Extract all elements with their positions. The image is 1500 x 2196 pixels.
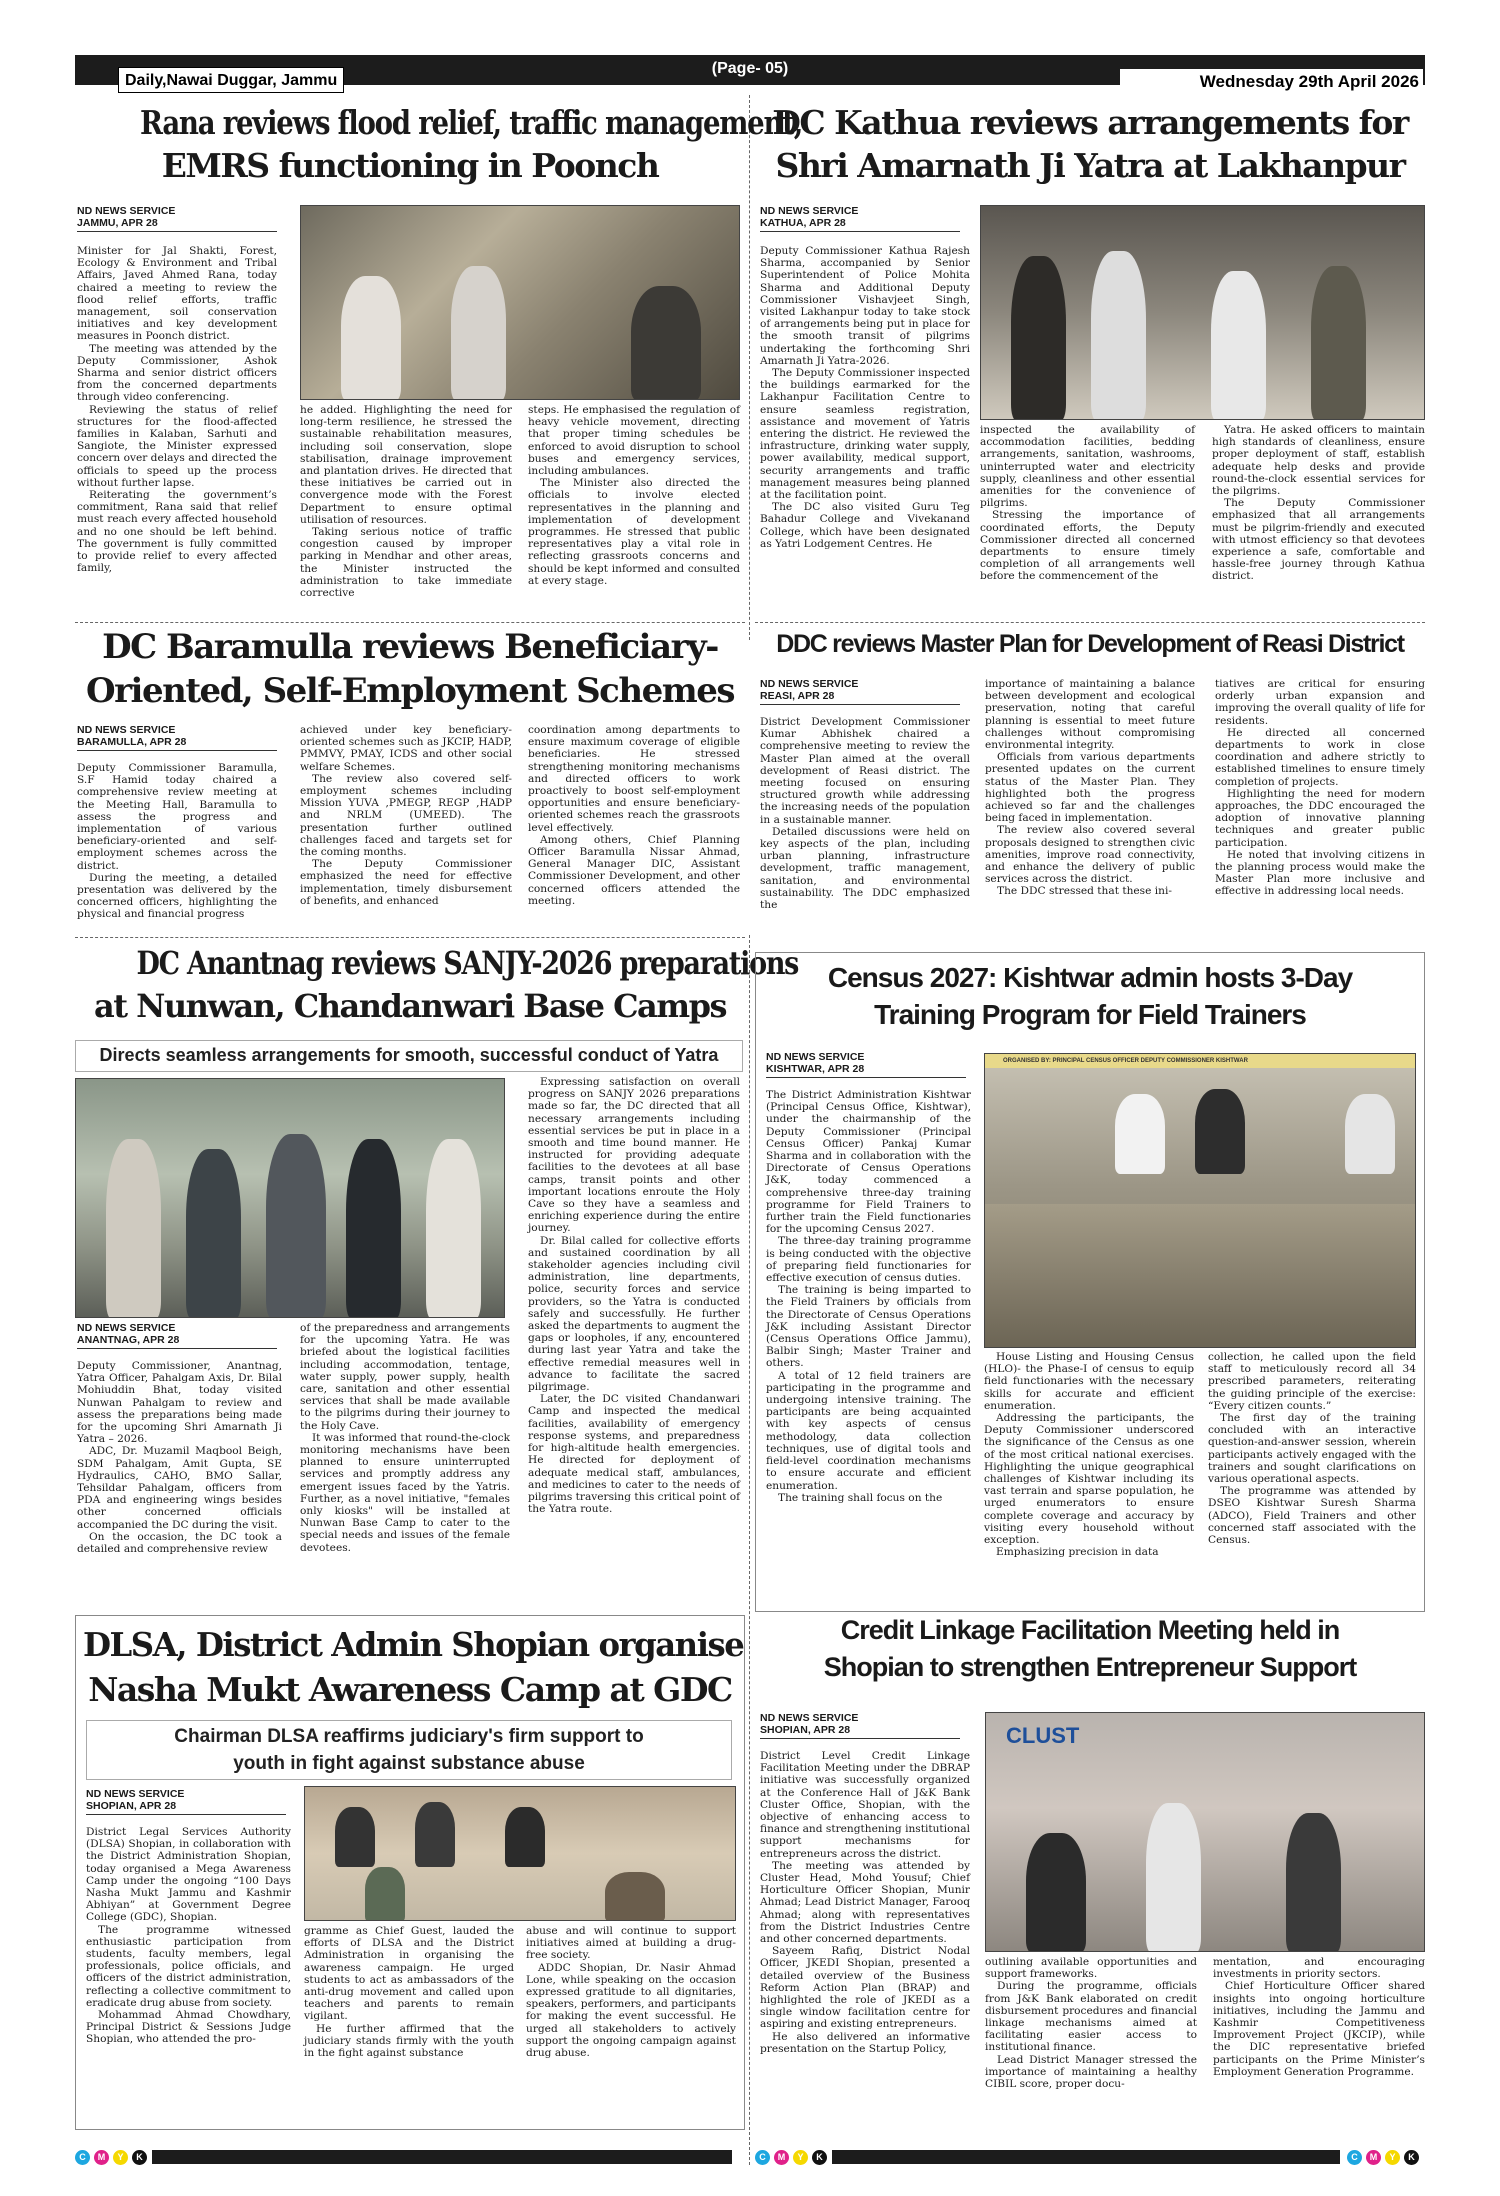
headline-kishtwar-2: Training Program for Field Trainers <box>874 999 1306 1030</box>
paragraph: He also delivered an informative presentation on the Startup Policy, <box>760 2030 970 2055</box>
cmyk-dot-magenta: M <box>1366 2150 1381 2165</box>
paragraph: he added. Highlighting the need for long-term resilience, he stressed the sustainable rehabilitation measures, including soil conservation, slope stabilisation, drainage improvement and plantation drives. He directed that these initiatives be carried out in convergence mode with the Forest Department to ensure optimal utilisation of resources. <box>300 404 512 526</box>
cmyk-dot-yellow: Y <box>1385 2150 1400 2165</box>
paragraph: District Level Credit Linkage Facilitation Meeting under the DBRAP initiative was successfully organized at the Conference Hall of J&K Bank Cluster Office, Shopian, with the objective of enhancing access to finance and strengthening institutional support mechanisms for entrepreneurs across the district. <box>760 1750 970 1860</box>
paragraph: Dr. Bilal called for collective efforts and sustained coordination by all stakeholder agencies including civil administration, line departments, police, security forces and service providers, so the Yatra is conducted safely and successfully. He further asked the departments to augment the gaps or loopholes, if any, encountered during last year Yatra and take the effective remedial measures well in advance to facilitate the sacred pilgrimage. <box>528 1234 740 1394</box>
article-column <box>1208 1351 1416 1546</box>
paragraph: outlining available opportunities and support frameworks. <box>985 1956 1197 1981</box>
paragraph: District Development Commissioner Kumar Abhishek chaired a comprehensive meeting to review the Master Plan aimed at the overall development of Reasi district. The meeting focused on ensuring structured growth while addressing the increasing needs of the population in a sustainable manner. <box>760 716 970 826</box>
paragraph: The DDC stressed that these ini- <box>997 885 1172 898</box>
page-number: (Page- 05) <box>711 60 789 77</box>
subheadline-anantnag: Directs seamless arrangements for smooth, successful conduct of Yatra <box>75 1040 743 1072</box>
paragraph: gramme as Chief Guest, lauded the efforts of DLSA and the District Administration in organising the awareness campaign. He urged students to act as ambassadors of the anti-drug movement and called upon teachers and parents to remain vigilant. <box>304 1925 514 2023</box>
paragraph: District Legal Services Authority (DLSA) Shopian, in collaboration with the District Administration Shopian, today organised a Mega Awareness Camp under the ongoing “100 Days Nasha Mukt Jammu and Kashmir Abhiyan” at Government Degree College (GDC), Shopian. <box>86 1826 291 1924</box>
article-column <box>1212 424 1425 583</box>
news-service: ND NEWS SERVICE <box>760 678 859 690</box>
paragraph: A total of 12 field trainers are participating in the programme and undergoing intensive training. The participants are being acquainted with key aspects of census methodology, data collection techniques, use of digital tools and field-level coordination mechanisms to ensure accurate and efficient enumeration. <box>766 1369 971 1492</box>
article-column <box>528 404 740 587</box>
headline-anantnag-2: at Nunwan, Chandanwari Base Camps <box>93 987 727 1025</box>
column-divider <box>749 95 750 640</box>
cmyk-dot-magenta: M <box>94 2150 109 2165</box>
article-column <box>526 1925 736 2059</box>
paragraph: During the programme, officials from J&K Bank elaborated on credit disbursement procedures and financial linkage mechanisms aimed at facilitating easier access to institutional finance. <box>985 1980 1197 2054</box>
paragraph: The training is being imparted to the Field Trainers by officials from the Directorate of Census Operations J&K including Assistant Director (Census Operations Office Jammu), Balbir Singh; Master Trainer and others. <box>766 1284 971 1370</box>
article-column <box>760 716 970 911</box>
paragraph: The Deputy Commissioner emphasized that all arrangements must be pilgrim-friendly and executed with utmost efficiency so that devotees experience a safe, comfortable and hassle-free journey through Kathua district. <box>1212 497 1425 583</box>
article-column <box>300 1322 510 1554</box>
paragraph: The meeting was attended by the Deputy Commissioner, Ashok Sharma and senior district officers from the concerned departments through video conferencing. <box>77 342 277 404</box>
paragraph: Later, the DC visited Chandanwari Camp and inspected the medical facilities, availability of emergency response systems, and preparedness for high-altitude health emergencies. He directed for deployment of adequate medical staff, ambulances, and medicines to cater to the needs of pilgrims traversing this critical point of the Yatra route. <box>528 1393 740 1516</box>
article-column <box>984 1351 1194 1558</box>
cmyk-dot-black: K <box>812 2150 827 2165</box>
cmyk-registration-left <box>75 2150 147 2165</box>
paragraph: House Listing and Housing Census (HLO)- the Phase-I of census to equip field functionaries with the necessary skills for accurate and efficient enumeration. <box>984 1351 1194 1412</box>
paragraph: Taking serious notice of traffic congestion caused by improper parking in Mendhar and other areas, the Minister instructed the administration to take immediate corrective <box>300 526 512 600</box>
headline-credit-1: Credit Linkage Facilitation Meeting held in <box>840 1615 1340 1645</box>
footer-bar <box>832 2150 1340 2164</box>
headline-rana-1: Rana reviews flood relief, traffic management, <box>140 103 803 142</box>
paragraph: He noted that involving citizens in the planning process would make the Master Plan more inclusive and effective in addressing local needs. <box>1215 848 1425 898</box>
paragraph: Emphasizing precision in data <box>996 1546 1159 1559</box>
article-column <box>77 762 277 921</box>
paragraph: He directed all concerned departments to work in close coordination and adhere strictly to established timelines to ensure timely completion of projects. <box>1215 726 1425 788</box>
paragraph: ADC, Dr. Muzamil Maqbool Beigh, SDM Pahalgam, Amit Gupta, SE Hydraulics, CAHO, BMO Sallar, Tehsildar Pahalgam, officers from PDA and engineering wings besides other concerned officials accompanied the DC during the visit. <box>77 1445 282 1531</box>
headline-anantnag-1: DC Anantnag reviews SANJY-2026 preparations <box>136 944 799 982</box>
paragraph: Detailed discussions were held on key aspects of the plan, including urban planning, infrastructure development, traffic management, sanitation, and environmental sustainability. The DDC emphasized the <box>760 825 970 912</box>
photo-meeting <box>300 205 740 400</box>
paragraph: Sayeem Rafiq, District Nodal Officer, JKEDI Shopian, presented a detailed overview of the Business Reform Action Plan (BRAP) and highlighted the role of JKEDI as a single window facilitation centre for aspiring and existing entrepreneurs. <box>760 1945 970 2031</box>
section-divider <box>75 937 745 938</box>
headline-kishtwar-1: Census 2027: Kishtwar admin hosts 3-Day <box>827 962 1353 993</box>
byline <box>77 724 277 751</box>
cmyk-dot-black: K <box>1404 2150 1419 2165</box>
cmyk-dot-yellow: Y <box>793 2150 808 2165</box>
cmyk-dot-yellow: Y <box>113 2150 128 2165</box>
cmyk-dot-magenta: M <box>774 2150 789 2165</box>
paragraph: Reviewing the status of relief structures for the flood-affected families in Kalaban, Sarhuti and Sangiote, the Minister expressed concern over delays and directed the officials to speed up the process without further lapse. <box>77 403 277 489</box>
cmyk-registration-center <box>755 2150 827 2165</box>
headline-baramulla-1: DC Baramulla reviews Beneficiary- <box>102 627 718 667</box>
paragraph: Addressing the participants, the Deputy Commissioner underscored the significance of the Census as one of the most critical national exercises. Highlighting the unique geographical challenges of Kishtwar including its vast terrain and sparse population, he urged enumerators to ensure complete coverage and accuracy by visiting every household without exception. <box>984 1412 1194 1547</box>
paragraph: Highlighting the need for modern approaches, the DDC encouraged the adoption of innovative planning techniques and greater public participation. <box>1215 787 1425 849</box>
headline-baramulla-2: Oriented, Self-Employment Schemes <box>86 671 734 711</box>
paragraph: Deputy Commissioner Kathua Rajesh Sharma, accompanied by Senior Superintendent of Police Mohita Sharma and Additional Deputy Commissioner Vishavjeet Singh, visited Lakhanpur today to take stock of arrangements being put in place for the smooth transit of pilgrims undertaking the forthcoming Shri Amarnath Ji Yatra-2026. <box>760 245 970 367</box>
headline-credit-2: Shopian to strengthen Entrepreneur Support <box>823 1652 1357 1682</box>
cmyk-dot-cyan: C <box>75 2150 90 2165</box>
article-column <box>86 1826 291 2046</box>
headline-reasi: DDC reviews Master Plan for Development of Reasi District <box>776 630 1404 658</box>
article-column <box>77 1360 282 1555</box>
paragraph: inspected the availability of accommodation facilities, bedding arrangements, sanitation, washrooms, uninterrupted water and electricity supply, cleanliness and other essential amenities for the convenience of pilgrims. <box>980 424 1195 510</box>
news-service: ND NEWS SERVICE <box>86 1788 185 1800</box>
cmyk-registration-right <box>1347 2150 1419 2165</box>
byline <box>760 1712 960 1739</box>
photo-inspection <box>980 205 1425 420</box>
paragraph: The meeting was attended by Cluster Head, Mohd Yousuf; Chief Horticulture Officer Shopian, Munir Ahmad; Lead District Manager, Farooq Ahmad; along with representatives from the District Industries Centre and other concerned departments. <box>760 1859 970 1946</box>
news-service: ND NEWS SERVICE <box>766 1051 865 1063</box>
photo-awareness-camp <box>304 1786 736 1921</box>
dateline: KATHUA, APR 28 <box>760 217 846 229</box>
article-column <box>304 1925 514 2059</box>
paragraph: Stressing the importance of coordinated efforts, the Deputy Commissioner directed all concerned departments to ensure timely completion of all arrangements well before the commencement of the <box>980 509 1195 583</box>
article-kishtwar <box>755 952 1425 1612</box>
photo-training <box>984 1053 1416 1348</box>
paragraph: Deputy Commissioner Baramulla, S.F Hamid today chaired a comprehensive review meeting at the Meeting Hall, Baramulla to assess the progress and implementation of various beneficiary-oriented and self-employment schemes across the district. <box>77 762 277 872</box>
paragraph: steps. He emphasised the regulation of heavy vehicle movement, directing that proper timing schedules be enforced to avoid disruption to school buses and emergency services, including ambulances. <box>528 404 740 478</box>
paragraph: Among others, Chief Planning Officer Baramulla Nissar Ahmad, General Manager DIC, Assistant Commissioner Development, and other concerned officers attended the meeting. <box>528 833 740 907</box>
news-service: ND NEWS SERVICE <box>760 205 859 217</box>
news-service: ND NEWS SERVICE <box>77 1322 176 1334</box>
paragraph: tiatives are critical for ensuring orderly urban expansion and improving the overall quality of life for residents. <box>1215 678 1425 727</box>
paragraph: During the meeting, a detailed presentation was delivered by the concerned officers, highlighting the physical and financial progress <box>77 871 277 921</box>
dateline: JAMMU, APR 28 <box>77 217 158 229</box>
paragraph: The training shall focus on the <box>778 1491 943 1504</box>
section-divider <box>75 622 745 623</box>
article-column <box>760 245 970 550</box>
dateline: ANANTNAG, APR 28 <box>77 1334 180 1346</box>
paragraph: The District Administration Kishtwar (Principal Census Office, Kishtwar), under the chairmanship of the Deputy Commissioner (Principal Census Officer) Pankaj Kumar Sharma and in collaboration with the Directorate of Census Operations J&K, today commenced a comprehensive three-day training programme for Field Trainers to further train the Field functionaries for the upcoming Census 2027. <box>766 1089 971 1236</box>
article-dlsa <box>75 1615 745 2130</box>
paragraph: Expressing satisfaction on overall progress on SANJY 2026 preparations made so far, the DC directed that all necessary arrangements including essential services be put in place in a smooth and time bound manner. He instructed for providing adequate facilities to the devotees at all base camps, transit points and other important locations enroute the Holy Cave so they have a seamless and enriching experience during the entire journey. <box>528 1076 740 1235</box>
paragraph: The programme was attended by DSEO Kishtwar Suresh Sharma (ADCO), Field Trainers and other concerned staff associated with the Census. <box>1208 1485 1416 1547</box>
byline <box>766 1051 966 1078</box>
paragraph: abuse and will continue to support initiatives aimed at building a drug-free society. <box>526 1925 736 1962</box>
paragraph: ADDC Shopian, Dr. Nasir Ahmad Lone, while speaking on the occasion expressed gratitude to all dignitaries, speakers, performers, and participants for making the event successful. He urged all stakeholders to actively support the ongoing campaign against drug abuse. <box>526 1961 736 2060</box>
paragraph: The review also covered several proposals designed to strengthen civic amenities, improve road connectivity, and enhance the delivery of public services across the district. <box>985 824 1195 886</box>
article-column <box>528 1076 740 1515</box>
headline-dlsa-1: DLSA, District Admin Shopian organise <box>83 1625 744 1664</box>
article-column <box>985 678 1195 898</box>
byline <box>760 678 960 705</box>
headline-dlsa-2: Nasha Mukt Awareness Camp at GDC <box>88 1670 732 1709</box>
paragraph: The programme witnessed enthusiastic participation from students, faculty members, legal professionals, police officials, and officers of the district administration, reflecting a collective commitment to eradicate drug abuse from society. <box>86 1923 291 2009</box>
column-divider <box>749 935 750 2165</box>
section-divider <box>755 622 1425 623</box>
article-column <box>980 424 1195 583</box>
paragraph: of the preparedness and arrangements for the upcoming Yatra. He was briefed about the logistical facilities including accommodation, tentage, water supply, power supply, health care, sanitation and other essential services that shall be made available to the pilgrims during their journey to the Holy Cave. <box>300 1322 510 1432</box>
byline <box>77 1322 277 1349</box>
paragraph: On the occasion, the DC took a detailed and comprehensive review <box>77 1530 282 1556</box>
headline-kathua-2: Shri Amarnath Ji Yatra at Lakhanpur <box>775 146 1405 185</box>
dateline: KISHTWAR, APR 28 <box>766 1063 865 1075</box>
paragraph: The Deputy Commissioner inspected the buildings earmarked for the Lakhanpur Facilitation Centre to ensure seamless registration, assistance and movement of Yatris entering the district. He reviewed the infrastructure, drinking water supply, power availability, medical support, security arrangements and traffic management measures being planned at the facilitation point. <box>760 367 970 502</box>
photo-visit <box>75 1078 505 1318</box>
paragraph: Yatra. He asked officers to maintain high standards of cleanliness, ensure proper deployment of staff, establish adequate help desks and provide round-the-clock essential services for the pilgrims. <box>1212 424 1425 498</box>
dateline: SHOPIAN, APR 28 <box>760 1724 851 1736</box>
publication-name: Daily,Nawai Duggar, Jammu <box>118 67 344 93</box>
paragraph: The Minister also directed the officials to involve elected representatives in the planning and implementation of development programmes. He stressed that public representatives play a vital role in reflecting grassroots concerns and should be kept informed and consulted at every stage. <box>528 477 740 587</box>
byline <box>77 205 277 232</box>
paragraph: Officials from various departments presented updates on the current status of the Master Plan. They highlighted both the progress achieved so far and the challenges being faced in implementation. <box>985 751 1195 825</box>
footer-bar <box>152 2150 732 2164</box>
paragraph: Chief Horticulture Officer shared insights into ongoing horticulture initiatives, including the Jammu and Kashmir Competitiveness Improvement Project (JKCIP), while the DIC representative briefed participants on the Prime Minister’s Employment Generation Programme. <box>1213 1980 1425 2078</box>
paragraph: The first day of the training concluded with an interactive question-and-answer session, wherein participants actively engaged with the trainers and sought clarifications on various operational aspects. <box>1208 1412 1416 1486</box>
paragraph: Lead District Manager stressed the importance of maintaining a healthy CIBIL score, proper docu- <box>985 2053 1197 2091</box>
article-column <box>760 1750 970 2055</box>
paragraph: The review also covered self-employment schemes including Mission YUVA ,PMEGP, REGP ,HADP and NRLM (UMEED). The presentation further outlined challenges faced and targets set for the coming months. <box>300 772 512 859</box>
paragraph: The DC also visited Guru Teg Bahadur College and Vivekanand College, which have been designated as Yatri Lodgement Centres. He <box>760 501 970 550</box>
headline-kathua-1: DC Kathua reviews arrangements for <box>772 103 1408 142</box>
photo-credit-meeting <box>985 1712 1425 1952</box>
article-column <box>1215 678 1425 898</box>
dateline: SHOPIAN, APR 28 <box>86 1800 177 1812</box>
headline-rana-2: EMRS functioning in Poonch <box>161 146 659 185</box>
article-column <box>528 724 740 907</box>
article-column <box>766 1089 971 1504</box>
article-column <box>985 1956 1197 2090</box>
paragraph: mentation, and encouraging investments in priority sectors. <box>1213 1956 1425 1981</box>
cmyk-dot-cyan: C <box>755 2150 770 2165</box>
paragraph: achieved under key beneficiary-oriented schemes such as JKCIP, HADP, PMMVY, PMAY, ICDS and other social welfare Schemes. <box>300 724 512 773</box>
news-service: ND NEWS SERVICE <box>77 205 176 217</box>
paragraph: It was informed that round-the-clock monitoring mechanisms have been planned to ensure uninterrupted services and promptly address any emergent issues faced by the Yatris. Further, as a novel initiative, "females only kiosks" will be installed at Nunwan Base Camp to cater to the special needs and issues of the female devotees. <box>300 1431 510 1554</box>
issue-date: Wednesday 29th April 2026 <box>1120 69 1423 95</box>
photo-sign: CLUST <box>1006 1723 1080 1748</box>
article-column <box>300 724 512 907</box>
news-service: ND NEWS SERVICE <box>77 724 176 736</box>
cmyk-dot-black: K <box>132 2150 147 2165</box>
article-column <box>1213 1956 1425 2078</box>
paragraph: He further affirmed that the judiciary stands firmly with the youth in the fight against substance <box>304 2022 514 2060</box>
byline <box>86 1788 286 1815</box>
cmyk-dot-cyan: C <box>1347 2150 1362 2165</box>
paragraph: Minister for Jal Shakti, Forest, Ecology & Environment and Tribal Affairs, Javed Ahmed Rana, today chaired a meeting to review the flood relief efforts, traffic management, soil conservation initiatives and key development measures in Poonch district. <box>77 245 277 343</box>
paragraph: Deputy Commissioner, Anantnag, Yatra Officer, Pahalgam Axis, Dr. Bilal Mohiuddin Bhat, today visited Nunwan Pahalgam to review and assess the preparations being made for the upcoming Shri Amarnath Ji Yatra – 2026. <box>77 1360 282 1446</box>
article-column <box>300 404 512 599</box>
paragraph: The Deputy Commissioner emphasized the need for effective implementation, timely disbursement of benefits, and enhanced <box>300 858 512 907</box>
paragraph: Mohammad Ahmad Chowdhary, Principal District & Sessions Judge Shopian, who attended the pro- <box>86 2009 291 2046</box>
paragraph: coordination among departments to ensure maximum coverage of eligible beneficiaries. He stressed strengthening monitoring mechanisms and directed officers to work proactively to boost self-employment opportunities and ensure beneficiary-oriented schemes reach the grassroots level effectively. <box>528 724 740 834</box>
paragraph: The three-day training programme is being conducted with the objective of preparing field functionaries for effective execution of census duties. <box>766 1235 971 1285</box>
dateline: REASI, APR 28 <box>760 690 835 702</box>
subheadline-dlsa <box>86 1720 732 1780</box>
paragraph: importance of maintaining a balance between development and ecological preservation, noting that careful planning is essential to meet future challenges without compromising environmental integrity. <box>985 678 1195 752</box>
subheadline-line: Chairman DLSA reaffirms judiciary's firm support to <box>174 1726 644 1747</box>
article-column <box>77 245 277 574</box>
news-service: ND NEWS SERVICE <box>760 1712 859 1724</box>
dateline: BARAMULLA, APR 28 <box>77 736 187 748</box>
subheadline-line: youth in fight against substance abuse <box>233 1753 585 1774</box>
paragraph: collection, he called upon the field staff to meticulously record all 34 prescribed parameters, reiterating the guiding principle of the exercise: “Every citizen counts.” <box>1208 1351 1416 1412</box>
photo-banner: ORGANISED BY: PRINCIPAL CENSUS OFFICER DEPUTY COMMISSIONER KISHTWAR <box>985 1054 1416 1068</box>
paragraph: Reiterating the government’s commitment, Rana said that relief must reach every affected household and no one should be left behind. The government is fully committed to provide relief to every affected family, <box>77 489 277 575</box>
byline <box>760 205 960 232</box>
